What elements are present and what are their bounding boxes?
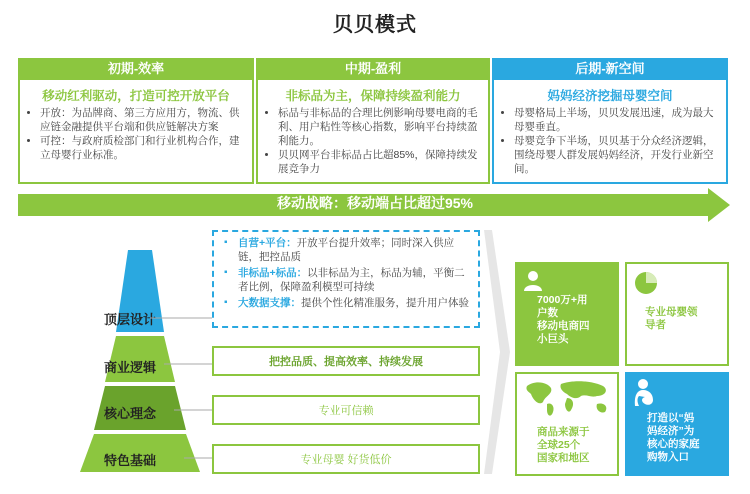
tile-global-line: 全球25个: [537, 439, 581, 451]
tile-global-line: 商品来源于: [537, 426, 590, 438]
top-design-point: ▪ 大数据支撑：提供个性化精准服务，提升用户体验: [224, 296, 470, 310]
phase-bullet: • 母婴竞争下半场，贝贝基于分众经济逻辑，围绕母婴人群发展妈妈经济，开发行业新空间。: [514, 134, 720, 176]
phase-bullet: • 开放：为品牌商、第三方应用方，物流、供应链金融提供平台端和供应链解决方案: [40, 106, 246, 134]
tile-leader-line: 导者: [645, 319, 666, 331]
tile-mom-line: 妈经济”为: [647, 425, 695, 437]
mother-baby-icon: [631, 378, 657, 408]
tile-mom-line: 购物入口: [647, 451, 689, 463]
tile-mom-line: 核心的家庭: [647, 438, 700, 450]
phase-header-mid: 中期-盈利: [256, 58, 490, 80]
phase-bullet: • 可控：与政府质检部门和行业机构合作，建立母婴行业标准。: [40, 134, 246, 162]
tile-users-line: 7000万+用: [537, 294, 588, 306]
phase-bullet: • 母婴格局上半场，贝贝发展迅速，成为最大母婴垂直。: [514, 106, 720, 134]
top-design-point: ▪ 非标品+标品：以非标品为主，标品为辅，平衡二者比例，保障盈利模型可持续: [224, 266, 470, 294]
tile-mom-line: 打造以“妈: [647, 412, 695, 424]
core-concept-box: 专业可信赖: [212, 395, 480, 425]
foundation-box: 专业母婴 好货低价: [212, 444, 480, 474]
tile-users-line: 户数: [537, 307, 558, 319]
phase-subtitle-late: 妈妈经济挖掘母婴空间: [547, 89, 673, 103]
top-design-point: ▪ 自营+平台：开放平台提升效率；同时深入供应链，把控品质: [224, 236, 470, 264]
chevron-right-icon: [484, 230, 510, 474]
top-design-box: [212, 230, 480, 328]
layer-label-foundation: 特色基础: [103, 453, 156, 468]
strategy-arrow-label: 移动战略：移动端占比超过95%: [276, 195, 474, 211]
tile-leader-line: 专业母婴领: [645, 306, 698, 318]
tile-users-line: 移动电商四: [537, 320, 590, 332]
layer-label-business-logic: 商业逻辑: [103, 360, 156, 375]
layer-label-core-concept: 核心理念: [103, 406, 156, 421]
tile-leader: [625, 262, 729, 366]
business-logic-box: 把控品质、提高效率、持续发展: [212, 346, 480, 376]
connector-lines: [150, 228, 220, 478]
tile-users: [515, 262, 619, 366]
tile-global-line: 国家和地区: [537, 452, 590, 464]
phase-header-late: 后期-新空间: [492, 58, 728, 80]
phase-box-mid: [256, 80, 490, 184]
page-title: 贝贝模式: [333, 14, 417, 36]
phase-box-early: [18, 80, 254, 184]
world-map-icon: [521, 378, 617, 420]
phase-subtitle-early: 移动红利驱动，打造可控开放平台: [42, 89, 230, 103]
phase-header-early: 初期-效率: [18, 58, 254, 80]
phase-subtitle-mid: 非标品为主，保障持续盈利能力: [285, 89, 461, 103]
tile-global: [515, 372, 619, 476]
tile-users-line: 小巨头: [537, 333, 569, 345]
user-icon: [521, 268, 545, 292]
pie-chart-icon: [633, 270, 659, 296]
layer-label-top-design: 顶层设计: [103, 312, 156, 327]
tile-mom-economy: [625, 372, 729, 476]
phase-box-late: [492, 80, 728, 184]
phase-bullet: • 贝贝网平台非标品占比超85%，保障持续发展竞争力: [278, 148, 482, 176]
phase-bullet: • 标品与非标品的合理比例影响母婴电商的毛利、用户粘性等核心指数，影响平台持续盈利能力。: [278, 106, 482, 148]
